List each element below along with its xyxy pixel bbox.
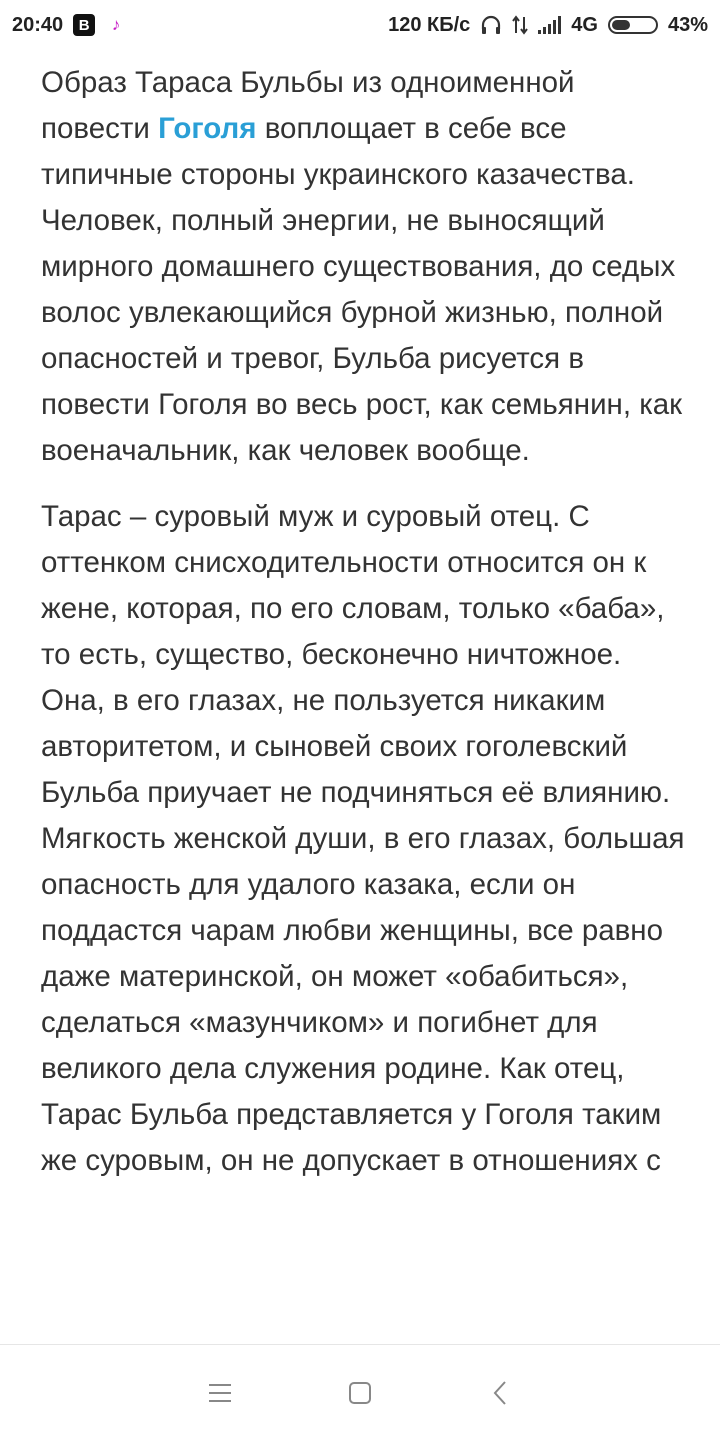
paragraph-1-text-start: Образ Тараса Бульбы из одноименной повести	[41, 66, 575, 145]
music-app-icon: ♪	[105, 14, 127, 36]
article-content	[41, 60, 691, 1184]
headphones-icon	[480, 15, 502, 35]
battery-fill	[612, 20, 630, 30]
status-bar-left	[12, 14, 127, 37]
paragraph-1-text-end: воплощает в себе все типичные стороны украинского казачества. Человек, полный энергии, не выносящий мирного домашнего существования, до седых волос увлекающийся бурной жизнью, полной опасностей и тревог, Бульба рисуется в повести Гоголя во весь рост, как семьянин, как военачальник, как человек вообще.	[41, 112, 683, 467]
status-bar-right	[388, 14, 708, 37]
article-paragraph-1	[41, 60, 691, 474]
battery-percent: 43%	[667, 13, 708, 36]
network-speed: 120 КБ/с	[388, 13, 471, 36]
home-square-icon	[348, 1381, 372, 1405]
app-b-icon: B	[73, 14, 95, 36]
navigation-bar	[0, 1344, 720, 1440]
menu-button[interactable]	[200, 1373, 240, 1413]
menu-icon	[208, 1382, 232, 1404]
status-time: 20:40	[12, 13, 64, 36]
status-bar	[0, 0, 720, 50]
back-icon	[492, 1380, 508, 1406]
back-button[interactable]	[480, 1373, 520, 1413]
gogol-link[interactable]: Гоголя	[158, 112, 257, 145]
data-transfer-icon	[512, 15, 528, 35]
battery-icon	[608, 16, 658, 34]
signal-icon	[538, 16, 561, 34]
article-paragraph-2: Тарас – суровый муж и суровый отец. С оттенком снисходительности относится он к жене, которая, по его словам, только «баба», то есть, существо, бесконечно ничтожное. Она, в его глазах, не пользуется никаким авторитетом, и сыновей своих гоголевский Бульба приучает не подчиняться её влиянию. Мягкость женской души, в его глазах, большая опасность для удалого казака, если он поддастся чарам любви женщины, все равно даже материнской, он может «обабиться», сделаться «мазунчиком» и погибнет для великого дела служения родине. Как отец, Тарас Бульба представляется у Гоголя таким же суровым, он не допускает в отношениях с	[41, 500, 685, 1177]
network-type: 4G	[571, 13, 598, 36]
home-button[interactable]	[340, 1373, 380, 1413]
